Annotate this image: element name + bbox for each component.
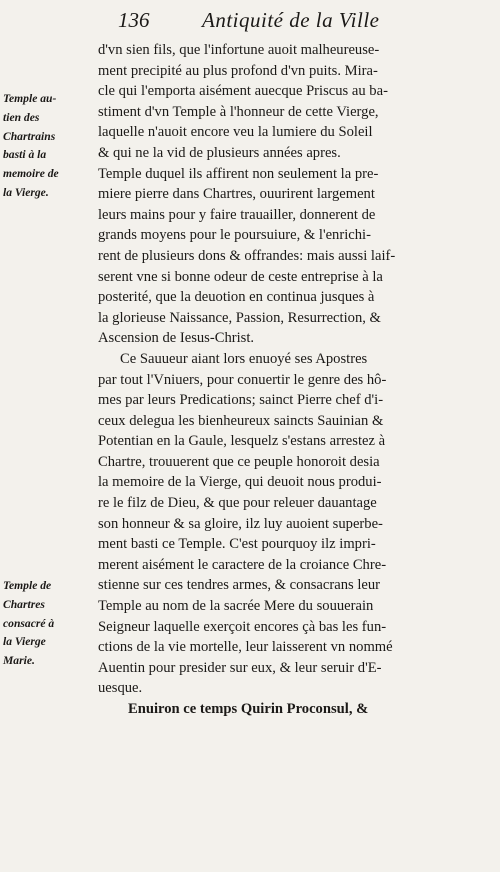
margin-note-line: Temple de [3, 579, 52, 592]
text-line: d'vn sien fils, que l'infortune auoit malheureuse- [98, 42, 380, 58]
margin-note-line: Chartres [3, 597, 45, 611]
text-line: Ascension de Iesus-Christ. [98, 330, 255, 347]
margin-note-line: Marie. [3, 654, 35, 668]
margin-note-line: Chartrains [3, 129, 56, 143]
margin-note-line: memoire de [3, 167, 59, 181]
text-line: la glorieuse Naissance, Passion, Resurrection, & [98, 309, 381, 326]
text-line: Chartre, trouuerent que ce peuple honoroit desia [98, 453, 380, 470]
text-line: ment basti ce Temple. C'est pourquoy ilz impri- [98, 536, 376, 553]
text-line: ment precipité au plus profond d'vn puits. Mira- [98, 62, 378, 79]
text-line: & qui ne la vid de plusieurs années apres. [98, 144, 341, 161]
margin-note-line: la Vierge [3, 635, 46, 649]
body-text [98, 40, 498, 720]
text-line: cle qui l'emporta aisément auecque Priscus au ba- [98, 83, 388, 100]
margin-note-line: Temple au- [3, 92, 57, 105]
text-line: serent vne si bonne odeur de ceste entreprise à la [98, 268, 383, 285]
text-line: ctions de la vie mortelle, leur laisserent vn nommé [98, 639, 393, 656]
page-header [118, 8, 498, 38]
text-line: laquelle n'auoit encore veu la lumiere du Soleil [98, 124, 373, 141]
text-line: leurs mains pour y faire trauailler, donnerent de [98, 206, 376, 223]
text-line: par tout l'Vniuers, pour conuertir le genre des hô- [98, 371, 387, 388]
catchword-line: Enuiron ce temps Quirin Proconsul, & [128, 701, 369, 717]
margin-note-temple-consecrated [3, 577, 95, 671]
page-number: 136 [118, 8, 150, 32]
margin-note-line: tien des [3, 110, 40, 124]
margin-note-line: basti à la [3, 148, 47, 162]
text-line: la memoire de la Vierge, qui deuoit nous produi- [98, 474, 382, 491]
text-line: stiment d'vn Temple à l'honneur de cette Vierge, [98, 103, 379, 120]
margin-note-line: consacré à [3, 616, 55, 630]
text-line: Seigneur laquelle exerçoit encores çà bas les fun- [98, 618, 387, 635]
text-line: stienne sur ces tendres armes, & consacrans leur [98, 577, 381, 594]
text-line: miere pierre dans Chartres, ouurirent largement [98, 186, 375, 203]
text-line: uesque. [98, 680, 143, 697]
text-line: ceux delegua les bienheureux saincts Sauinian & [98, 412, 384, 429]
margin-note-line: la Vierge. [3, 185, 49, 199]
text-line: mes par leurs Predications; sainct Pierre chef d'i- [98, 392, 384, 409]
text-line: merent aisément le caractere de la croiance Chre- [98, 556, 387, 573]
paragraph-start-line: Ce Sauueur aiant lors enuoyé ses Apostres [120, 350, 368, 367]
text-line: son honneur & sa gloire, ilz luy auoient superbe- [98, 515, 383, 532]
text-line: Potentian en la Gaule, lesquelz s'estans arrestez à [98, 433, 386, 450]
text-line: posterité, que la deuotion en continua jusques à [98, 289, 375, 306]
text-line: Auentin pour presider sur eux, & leur seruir d'E- [98, 659, 382, 676]
text-line: Temple duquel ils affirent non seulement la pre- [98, 165, 379, 182]
running-head: Antiquité de la Ville [202, 8, 380, 32]
margin-note-temple-built [3, 90, 95, 203]
text-line: grands moyens pour le poursuiure, & l'enrichi- [98, 227, 371, 244]
text-line: rent de plusieurs dons & offrandes: mais aussi laif- [98, 247, 396, 264]
text-line: re le filz de Dieu, & que pour releuer dauantage [98, 495, 377, 512]
text-line: Temple au nom de la sacrée Mere du souuerain [98, 598, 374, 615]
